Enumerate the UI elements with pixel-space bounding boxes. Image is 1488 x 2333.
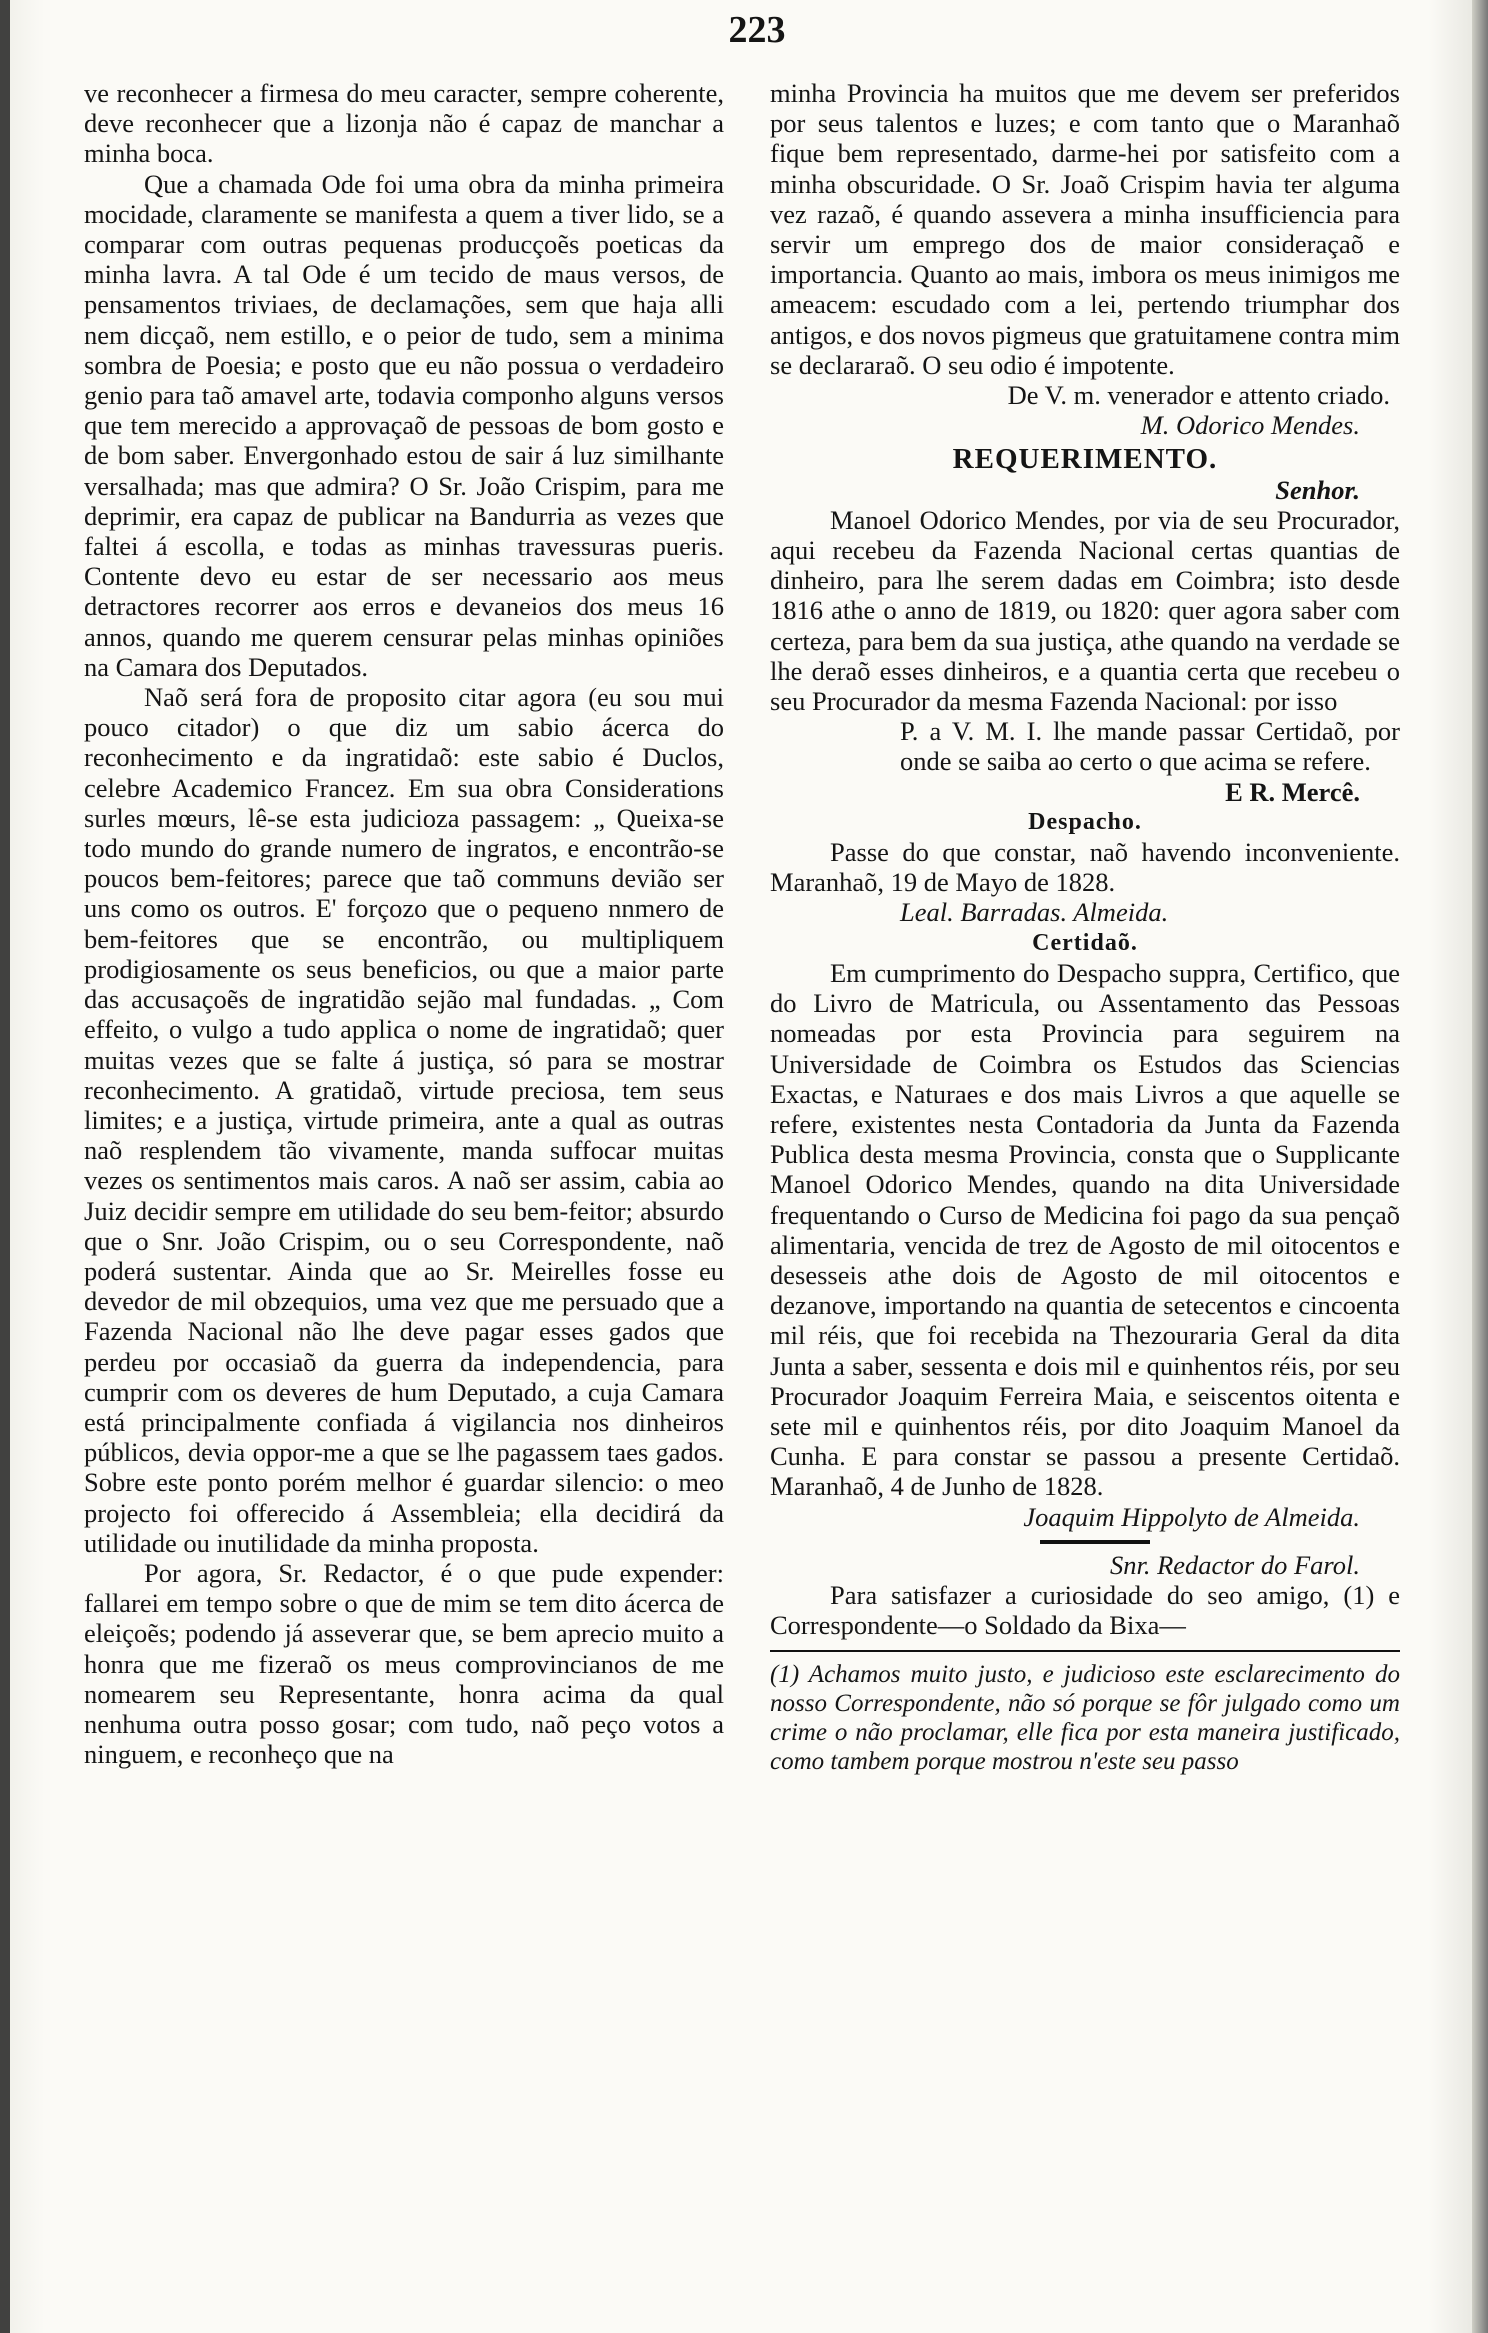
- certidao-body: Em cumprimento do Despacho suppra, Certifico, que do Livro de Matricula, ou Assentamento das Pessoas nomeadas por esta Provincia para seguirem na Universidade de Coimbra os Estudos das Sciencias Exactas, e Naturaes e dos mais Livros a que aquelle se refere, existentes nesta Contadoria da Junta da Fazenda Publica desta mesma Provincia, consta que o Supplicante Manoel Odorico Mendes, quando na dita Universidade frequentando o Curso de Medicina foi pago da sua pençaõ alimentaria, vencida de trez de Agosto de mil oitocentos e desesseis athe dois de Agosto de mil oitocentos e dezanove, importando na quantia de setecentos e cincoenta mil réis, que foi recebida na Thezouraria Geral da dita Junta a saber, sessenta e dois mil e quinhentos réis, por seu Procurador Joaquim Ferreira Maia, e seiscentos oitenta e sete mil e quinhentos réis, por dito Joaquim Manoel da Cunha. E para constar se passou a presente Certidaõ. Maranhaõ, 4 de Junho de 1828.: [770, 957, 1400, 1502]
- paragraph-continued: ve reconhecer a firmesa do meu caracter, sempre coherente, deve reconhecer que a lizonja não é capaz de manchar a minha boca.: [84, 78, 724, 169]
- paragraph-duclos: Naõ será fora de proposito citar agora (eu sou mui pouco citador) o que diz um sabio ácerca do reconhecimento e da ingratidaõ: este sabio é Duclos, celebre Academico Francez. Em sua obra Considerations surles mœurs, lê-se esta judicioza passagem: „ Queixa-se todo mundo do grande numero de ingratos, e encontrão-se poucos bem-feitores; parece que taõ communs devião ser uns como os outros. E' forçozo que o pequeno nnmero de bem-feitores que se encontrão, ou multipliquem prodigiosamente os seus beneficios, ou que a maior parte das accusaçoẽs de ingratidão sejão mal fundadas. „ Com effeito, o vulgo a tudo applica o nome de ingratidaõ; quer muitas vezes que se falte á justiça, só para se mostrar reconhecimento. A gratidaõ, virtude preciosa, tem seus limites; e a justiça, virtude primeira, ante a qual as outras naõ resplendem tão vivamente, manda suffocar muitas vezes os sentimentos mais caros. A naõ ser assim, cabia ao Juiz decidir sempre em utilidade do seu bem-feitor; absurdo que o Snr. João Crispim, ou o seu Correspondente, naõ poderá sustentar. Ainda que ao Sr. Meirelles fosse eu devedor de mil obzequios, uma vez que me persuado que a Fazenda Nacional não lhe deve pagar esses gados que perdeu por occasiaõ da guerra da independencia, para cumprir com os deveres de hum Deputado, a cuja Camara está principalmente confiada á vigilancia nos dinheiros públicos, devia oppor-me a que se lhe pagassem taes gados. Sobre este ponto porém melhor é guardar silencio: o meo projecto foi offerecido á Assembleia; ella decidirá da utilidade ou inutilidade da minha proposta.: [84, 682, 724, 1558]
- section-divider: [1040, 1540, 1150, 1544]
- letter-closing: De V. m. venerador e attento criado.: [1007, 380, 1390, 411]
- requerimento-petition: P. a V. M. I. lhe mande passar Certidaõ, por onde se saiba ao certo o que acima se refere.: [900, 716, 1400, 777]
- left-column: [84, 78, 724, 1769]
- letter-signature: M. Odorico Mendes.: [1140, 410, 1360, 441]
- certidao-signature: Joaquim Hippolyto de Almeida.: [1023, 1501, 1360, 1532]
- page-number: 223: [728, 9, 786, 51]
- new-letter-salutation: Snr. Redactor do Farol.: [1109, 1549, 1360, 1580]
- requerimento-er: E R. Mercê.: [1225, 776, 1360, 807]
- right-column: [770, 78, 1400, 1776]
- page-right-edge: [1472, 0, 1488, 2333]
- new-letter-body: Para satisfazer a curiosidade do seo amigo, (1) e Correspondente—o Soldado da Bixa—: [770, 1579, 1400, 1641]
- despacho-title: Despacho.: [1028, 808, 1142, 835]
- footnote-rule: [770, 1650, 1400, 1652]
- requerimento-salutation: Senhor.: [1275, 474, 1360, 505]
- requerimento-title: REQUERIMENTO.: [952, 443, 1218, 476]
- certidao-title: Certidaõ.: [1032, 929, 1138, 956]
- page-left-edge: [0, 0, 10, 2333]
- paragraph-por-agora: Por agora, Sr. Redactor, é o que pude expender: fallarei em tempo sobre o que de mim se tem dito ácerca de eleiçoẽs; podendo já asseverar que, se bem aprecio muito a honra que me fizeraõ os meus comprovincianos de me nomearem seu Representante, honra acima da qual nenhuma outra posso gosar; com tudo, naõ peço votos a ninguem, e reconheço que na: [84, 1557, 724, 1770]
- letter-ending: minha Provincia ha muitos que me devem ser preferidos por seus talentos e luzes; e com tanto que o Maranhaõ fique bem representado, darme-hei por satisfeito com a minha obscuridade. O Sr. Joaõ Crispim havia ter alguma vez razaõ, é quando assevera a minha insufficiencia para servir um emprego dos de maior consideraçaõ e importancia. Quanto ao mais, imbora os meus inimigos me ameacem: escudado com a lei, pertendo triumphar dos antigos, e dos novos pigmeus que gratuitamene contra mim se declararaõ. O seu odio é impotente.: [770, 78, 1400, 380]
- requerimento-body: Manoel Odorico Mendes, por via de seu Procurador, aqui recebeu da Fazenda Nacional certas quantias de dinheiro, para lhe serem dadas em Coimbra; isto desde 1816 athe o anno de 1819, ou 1820: quer agora saber com certeza, para bem da sua justiça, athe quando na verdade se lhe deraõ esses dinheiros, e a quantia certa que recebeu o seu Procurador da mesma Fazenda Nacional: por isso: [770, 504, 1400, 717]
- footnote: (1) Achamos muito justo, e judicioso este esclarecimento do nosso Correspondente, não só porque se fôr julgado como um crime o não proclamar, elle fica por esta maneira justificado, como tambem porque mostrou n'este seu passo: [770, 1661, 1400, 1776]
- paragraph-ode: Que a chamada Ode foi uma obra da minha primeira mocidade, claramente se manifesta a quem a tiver lido, se a comparar com outras pequenas producçoẽs poeticas da minha lavra. A tal Ode é um tecido de maus versos, de pensamentos triviaes, de declamações, sem que haja alli nem dicçaõ, nem estillo, e o peior de tudo, sem a minima sombra de Poesia; e posto que eu não possua o verdadeiro genio para taõ amavel arte, todavia componho alguns versos que tem merecido a approvaçaõ de pessoas de bom gosto e de bom saber. Envergonhado estou de sair á luz similhante versalhada; mas que admira? O Sr. João Crispim, para me deprimir, era capaz de publicar na Bandurria as vezes que faltei á escolla, e todas as minhas travessuras pueris. Contente devo eu estar de ser necessario aos meus detractores recorrer aos erros e devaneios dos meus 16 annos, quando me querem censurar pelas minhas opiniões na Camara dos Deputados.: [84, 168, 724, 682]
- despacho-body: Passe do que constar, naõ havendo inconveniente. Maranhaõ, 19 de Mayo de 1828.: [770, 837, 1400, 898]
- despacho-signature: Leal. Barradas. Almeida.: [900, 897, 1169, 928]
